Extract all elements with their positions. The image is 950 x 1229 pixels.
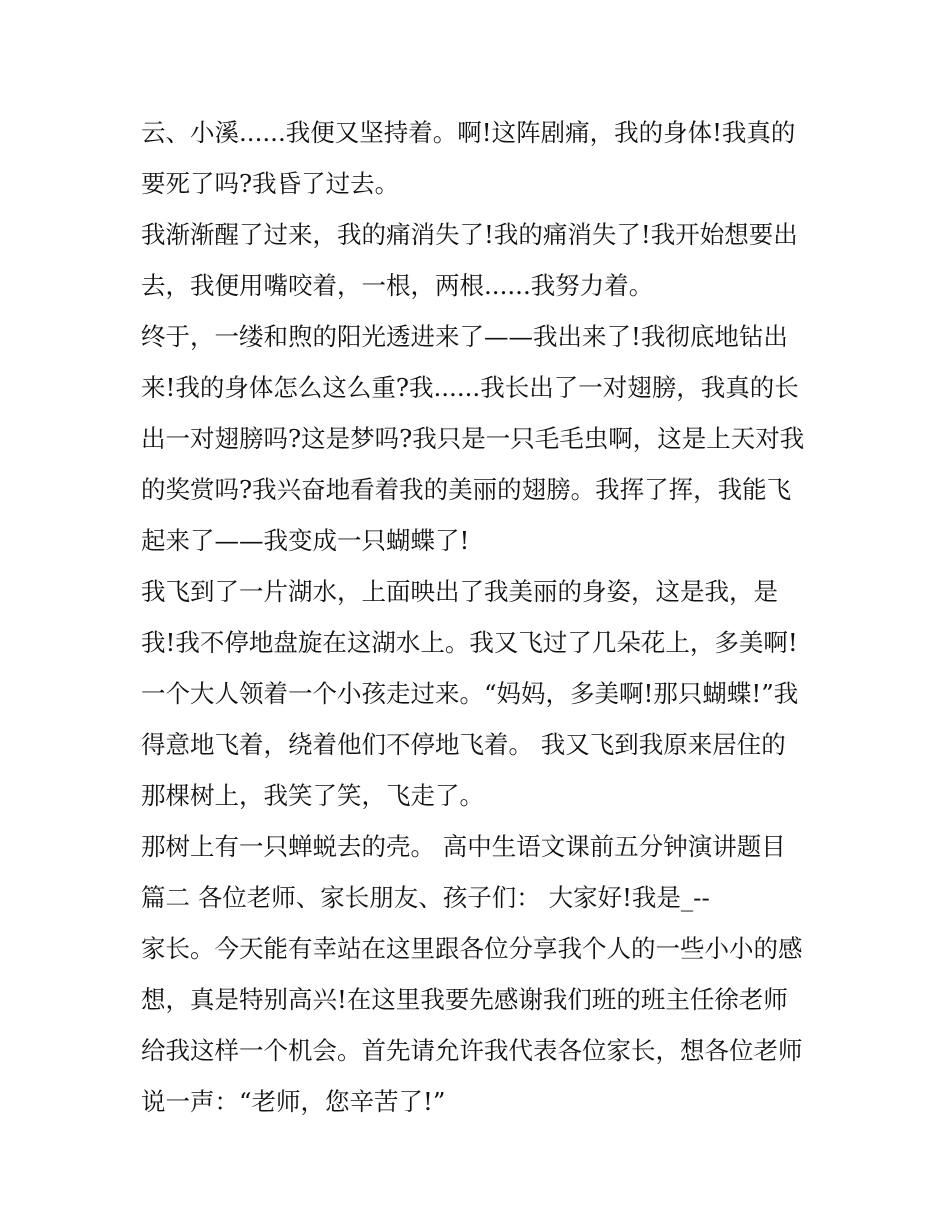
text-line: 来!我的身体怎么这么重?我......我长出了一对翅膀，我真的长 — [141, 373, 799, 402]
text-line: 出一对翅膀吗?这是梦吗?我只是一只毛毛虫啊，这是上天对我 — [141, 424, 805, 453]
text-line: 起来了——我变成一只蝴蝶了! — [141, 526, 470, 555]
text-line: 说一声：“老师，您辛苦了!” — [141, 1087, 446, 1116]
text-line: 的奖赏吗?我兴奋地看着我的美丽的翅膀。我挥了挥，我能飞 — [141, 475, 792, 504]
text-line: 云、小溪......我便又坚持着。啊!这阵剧痛，我的身体!我真的 — [141, 118, 796, 147]
text-line: 我渐渐醒了过来，我的痛消失了!我的痛消失了!我开始想要出 — [141, 220, 798, 249]
text-line: 得意地飞着，绕着他们不停地飞着。 我又飞到我原来居住的 — [141, 730, 786, 759]
text-line: 想，真是特别高兴!在这里我要先感谢我们班的班主任徐老师 — [141, 985, 788, 1014]
text-line: 终于，一缕和煦的阳光透进来了——我出来了!我彻底地钻出 — [141, 322, 788, 351]
text-line: 那树上有一只蝉蜕去的壳。 高中生语文课前五分钟演讲题目 — [141, 832, 786, 861]
text-line: 我!我不停地盘旋在这湖水上。我又飞过了几朵花上，多美啊! — [141, 628, 798, 657]
text-line: 给我这样一个机会。首先请允许我代表各位家长，想各位老师 — [141, 1036, 803, 1065]
text-line: 要死了吗?我昏了过去。 — [141, 169, 400, 198]
text-line: 我飞到了一片湖水，上面映出了我美丽的身姿，这是我，是 — [141, 577, 778, 606]
body-text — [141, 107, 831, 1127]
text-line: 篇二 各位老师、家长朋友、孩子们： 大家好!我是_-- — [141, 883, 710, 912]
text-line: 一个大人领着一个小孩走过来。“妈妈，多美啊!那只蝴蝶!”我 — [141, 679, 799, 708]
text-line: 家长。今天能有幸站在这里跟各位分享我个人的一些小小的感 — [141, 934, 803, 963]
text-line: 去，我便用嘴咬着，一根，两根......我努力着。 — [141, 271, 654, 300]
text-line: 那棵树上，我笑了笑，飞走了。 — [141, 781, 484, 810]
